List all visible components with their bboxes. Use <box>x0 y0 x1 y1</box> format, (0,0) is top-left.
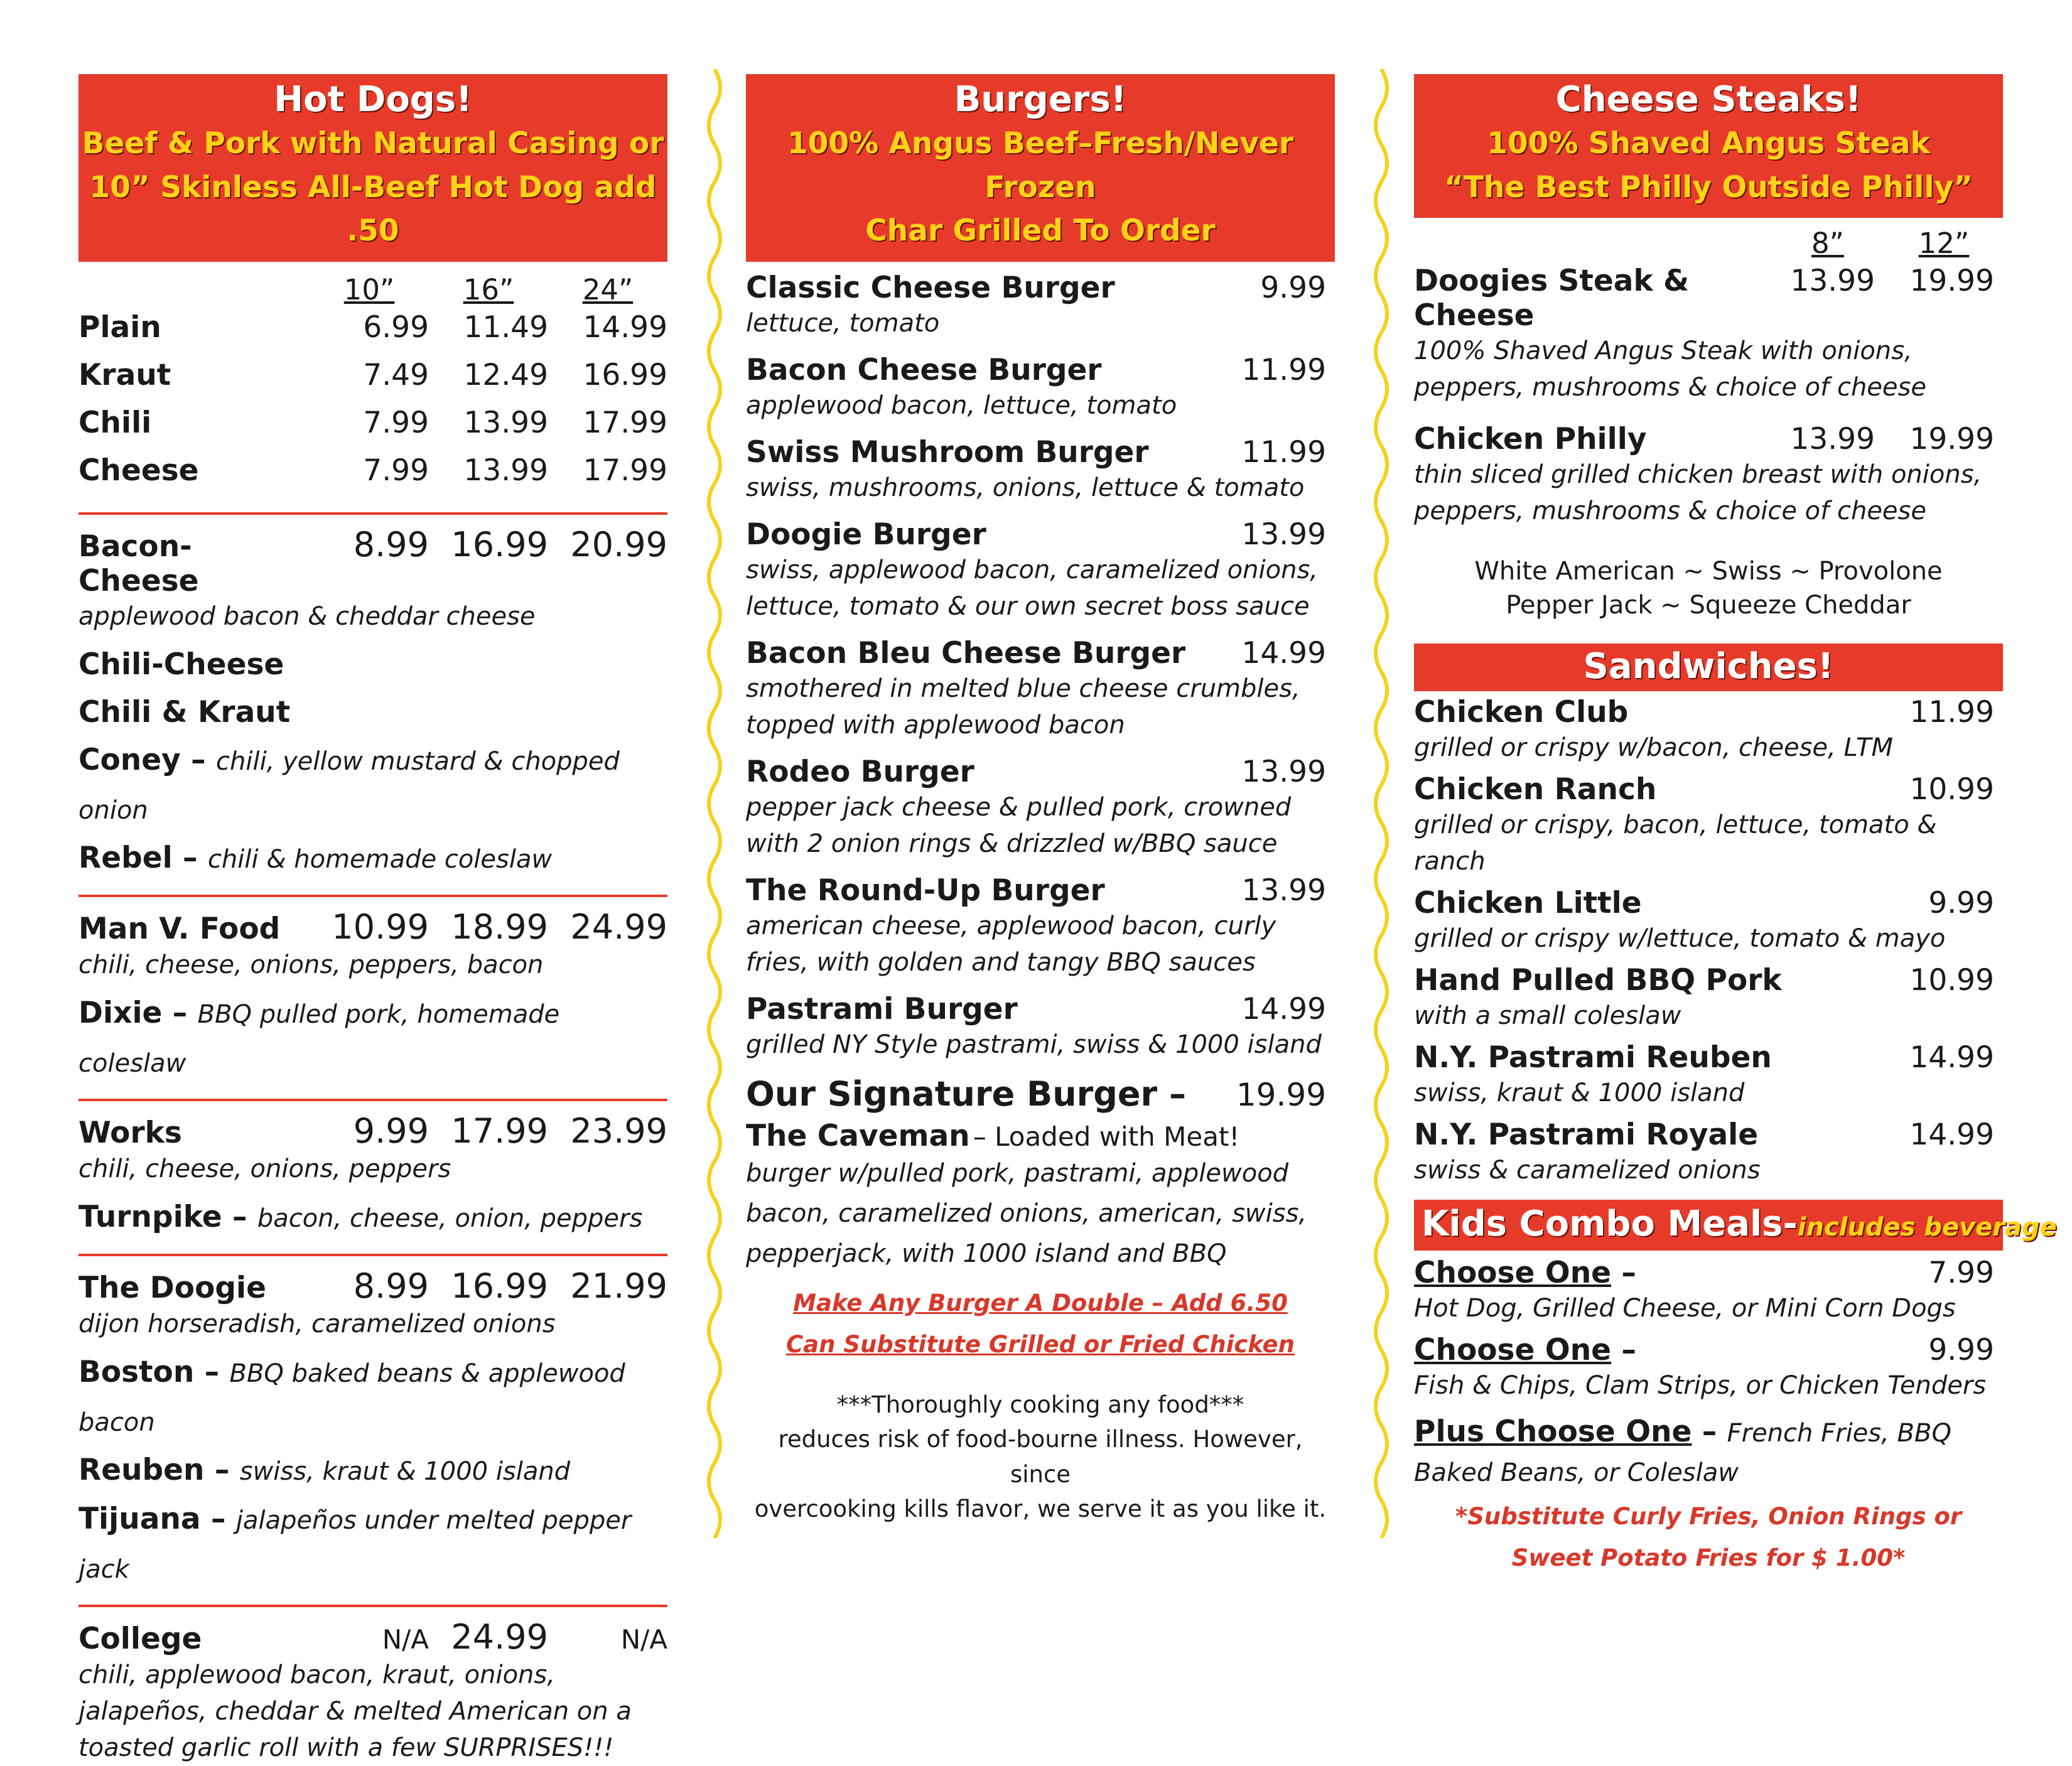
notice-line: ***Thoroughly cooking any food*** <box>836 1391 1244 1418</box>
item-price: 13.99 <box>1241 517 1326 552</box>
menu-item-chicken-ranch <box>1414 772 2003 880</box>
item-price: 11.99 <box>1909 695 1994 730</box>
menu-item-pastrami-burger <box>746 992 1335 1063</box>
sandwich-list <box>1414 695 2003 1188</box>
size-10: 10” <box>343 272 395 306</box>
item-name: Classic Cheese Burger <box>746 270 1115 305</box>
item-price: N/A <box>620 1623 667 1655</box>
item-description: burger w/pulled pork, pastrami, applewood bacon, caramelized onions, american, swiss, pepperjack, with 1000 island and BBQ <box>746 1158 1307 1268</box>
kids-banner <box>1414 1200 2057 1251</box>
size-8: 8” <box>1811 227 1844 261</box>
item-price: 11.99 <box>1241 352 1326 387</box>
item-price: 16.99 <box>451 524 548 564</box>
size-12: 12” <box>1918 227 1970 261</box>
menu-item-dixie <box>78 989 667 1087</box>
menu-item-classic-cheese-burger <box>746 271 1335 342</box>
item-name: Bacon-Cheese <box>78 529 199 598</box>
kids-title: Kids Combo Meals- <box>1422 1203 1798 1245</box>
item-price: 16.99 <box>451 1266 548 1306</box>
item-name: Bacon Bleu Cheese Burger <box>746 635 1186 670</box>
menu-item-works <box>78 1111 667 1151</box>
item-price: 19.99 <box>1909 264 1994 299</box>
menu-item-swiss-mushroom-burger <box>746 435 1335 506</box>
item-price: 9.99 <box>353 1111 429 1151</box>
size-24: 24” <box>582 272 634 306</box>
item-name: The Caveman <box>746 1118 970 1153</box>
hotdogs-column <box>78 74 667 1766</box>
menu-item-chili-cheese <box>78 641 667 689</box>
item-name: Chicken Little <box>1414 886 1642 921</box>
menu-item-college <box>78 1617 667 1657</box>
item-description: swiss, applewood bacon, caramelized onions, lettuce, tomato & our own secret boss sauce <box>746 555 1318 621</box>
item-price: 7.99 <box>1928 1256 1994 1291</box>
item-price: 10.99 <box>1909 963 1994 998</box>
item-price: 16.99 <box>583 357 667 392</box>
divider <box>78 895 667 897</box>
item-name: College <box>78 1621 202 1656</box>
menu-item-round-up-burger <box>746 873 1335 981</box>
item-description: grilled or crispy w/lettuce, tomato & mayo <box>1414 924 1946 954</box>
kids-includes: includes beverage <box>1797 1213 2057 1242</box>
menu-item-turnpike <box>78 1193 667 1242</box>
signature-label: Our Signature Burger – <box>746 1074 1186 1114</box>
notice-line: overcooking kills flavor, we serve it as you like it. <box>754 1495 1327 1523</box>
item-price: 20.99 <box>570 524 667 564</box>
cheesesteaks-subtitle-2: “The Best Philly Outside Philly” <box>1443 170 1973 205</box>
wavy-divider-right <box>1362 69 1400 1538</box>
item-price: 19.99 <box>1909 422 1994 457</box>
item-name: N.Y. Pastrami Reuben <box>1414 1040 1772 1075</box>
item-description: chili & homemade coleslaw <box>207 844 553 874</box>
item-price: 24.99 <box>570 907 667 947</box>
item-description: pepper jack cheese & pulled pork, crowned with 2 onion rings & drizzled w/BBQ sauce <box>746 792 1292 858</box>
item-name: Doogies Steak & Cheese <box>1414 264 1690 333</box>
item-description: chili, applewood bacon, kraut, onions, jalapeños, cheddar & melted American on a toasted garlic roll with a few SURPRISES!!! <box>78 1660 632 1762</box>
item-price: 10.99 <box>1909 772 1994 807</box>
item-description: american cheese, applewood bacon, curly fries, with golden and tangy BBQ sauces <box>746 911 1276 977</box>
menu-item-reuben <box>78 1446 667 1495</box>
item-price: 9.99 <box>1260 270 1326 305</box>
menu-item-rodeo-burger <box>746 755 1335 862</box>
cheesesteaks-subtitle-1: 100% Shaved Angus Steak <box>1487 126 1930 161</box>
hotdog-size-header <box>78 273 667 306</box>
item-price: 8.99 <box>353 524 429 564</box>
menu-item-cheese <box>78 453 667 501</box>
item-name: Rebel – <box>78 840 198 875</box>
item-price: 13.99 <box>1790 264 1875 299</box>
item-name: Plain <box>78 310 161 345</box>
menu-item-chicken-club <box>1414 695 2003 766</box>
item-name: Turnpike – <box>78 1199 247 1234</box>
menu-item-doogies-steak-cheese <box>1414 264 2003 406</box>
item-description: lettuce, tomato <box>746 308 940 338</box>
item-price: 14.99 <box>583 310 667 345</box>
item-description: bacon, cheese, onion, peppers <box>257 1203 643 1233</box>
right-column <box>1414 74 2057 1580</box>
menu-item-ny-pastrami-reuben <box>1414 1040 2003 1111</box>
item-description: French Fries, BBQ Baked Beans, or Coleslaw <box>1414 1419 1951 1487</box>
hotdogs-title: Hot Dogs! <box>274 79 472 120</box>
item-description: grilled NY Style pastrami, swiss & 1000 island <box>746 1030 1322 1059</box>
item-price: 7.99 <box>363 405 429 440</box>
divider <box>78 1099 667 1101</box>
item-price: 13.99 <box>1241 754 1326 789</box>
menu-item-rebel <box>78 834 667 883</box>
item-price: 12.49 <box>463 357 548 392</box>
item-description: Hot Dog, Grilled Cheese, or Mini Corn Dogs <box>1414 1294 1956 1323</box>
item-name: Works <box>78 1115 182 1150</box>
kids-substitute-note: *Substitute Curly Fries, Onion Rings or <box>1455 1502 1962 1530</box>
burgers-column <box>746 74 1335 1527</box>
double-burger-note: Make Any Burger A Double – Add 6.50 <box>793 1289 1288 1316</box>
item-price: 9.99 <box>1928 1333 1994 1368</box>
item-name: Kraut <box>78 357 171 392</box>
dash: – <box>1611 1333 1636 1368</box>
item-description: chili, yellow mustard & chopped onion <box>78 746 620 825</box>
item-price: 13.99 <box>463 453 548 488</box>
item-name: Chili <box>78 405 152 440</box>
kids-plus-choose-one <box>1414 1410 2003 1491</box>
item-description: grilled or crispy w/bacon, cheese, LTM <box>1414 733 1893 763</box>
item-price: 13.99 <box>1241 873 1326 908</box>
size-16: 16” <box>463 272 514 306</box>
item-description: thin sliced grilled chicken breast with onions, peppers, mushrooms & choice of cheese <box>1414 460 1982 526</box>
menu-item-chili <box>78 406 667 453</box>
item-price: 14.99 <box>1909 1040 1994 1075</box>
item-name: Chili & Kraut <box>78 694 291 730</box>
item-price: 6.99 <box>363 310 429 345</box>
item-price: 17.99 <box>583 453 667 488</box>
menu-item-bacon-cheese-burger <box>746 353 1335 424</box>
item-name: Hand Pulled BBQ Pork <box>1414 963 1782 998</box>
menu-item-boston <box>78 1349 667 1446</box>
item-description: swiss, mushrooms, onions, lettuce & tomato <box>746 473 1305 502</box>
item-name: Coney – <box>78 742 206 777</box>
menu-item-bacon-bleu-cheese-burger <box>746 636 1335 743</box>
burgers-banner <box>746 74 1335 262</box>
item-name: Chili-Cheese <box>78 647 284 682</box>
kids-substitute-note: Sweet Potato Fries for $ 1.00* <box>1511 1544 1906 1572</box>
item-price: 9.99 <box>1928 886 1994 921</box>
menu-item-chicken-philly <box>1414 422 2003 529</box>
item-name: Swiss Mushroom Burger <box>746 434 1149 470</box>
notice-line: reduces risk of food-bourne illness. However, since <box>778 1426 1303 1488</box>
item-description: chili, cheese, onions, peppers <box>78 1154 451 1183</box>
item-price: 14.99 <box>1241 635 1326 670</box>
menu-item-kraut <box>78 358 667 406</box>
dash: – <box>1692 1414 1727 1450</box>
item-name: N.Y. Pastrami Royale <box>1414 1117 1759 1153</box>
menu-item-bacon-cheese <box>78 525 667 598</box>
item-price: N/A <box>382 1623 429 1655</box>
menu-item-chicken-little <box>1414 886 2003 957</box>
menu-item-hand-pulled-bbq-pork <box>1414 963 2003 1034</box>
divider <box>78 512 667 515</box>
menu-item-the-doogie <box>78 1266 667 1306</box>
item-name: Boston – <box>78 1354 220 1389</box>
item-name: Choose One <box>1414 1256 1612 1291</box>
item-description: with a small coleslaw <box>1414 1001 1681 1031</box>
item-description: BBQ baked beans & applewood bacon <box>78 1359 625 1437</box>
divider <box>78 1254 667 1256</box>
cheese-line: Pepper Jack ~ Squeeze Cheddar <box>1506 591 1911 620</box>
menu-item-plain <box>78 310 667 358</box>
item-name: Bacon Cheese Burger <box>746 352 1102 387</box>
item-name: The Round-Up Burger <box>746 873 1105 908</box>
menu-item-chili-kraut <box>78 689 667 736</box>
wavy-divider-left <box>696 69 733 1538</box>
item-name: Man V. Food <box>78 911 281 946</box>
item-description: swiss, kraut & 1000 island <box>239 1456 571 1486</box>
hotdogs-subtitle-2: 10” Skinless All-Beef Hot Dog add .50 <box>89 170 657 249</box>
item-price: 17.99 <box>583 405 667 440</box>
food-safety-notice <box>746 1387 1335 1527</box>
divider <box>78 1605 667 1607</box>
dash: – <box>1611 1256 1636 1291</box>
item-name: Pastrami Burger <box>746 991 1018 1026</box>
chicken-substitute-note: Can Substitute Grilled or Fried Chicken <box>785 1331 1295 1359</box>
item-description: dijon horseradish, caramelized onions <box>78 1309 556 1338</box>
item-name: Cheese <box>78 453 199 488</box>
item-price: 13.99 <box>463 405 548 440</box>
item-price: 8.99 <box>353 1266 429 1306</box>
item-price: 14.99 <box>1241 991 1326 1026</box>
item-description: jalapeños under melted pepper jack <box>78 1505 632 1584</box>
item-price: 21.99 <box>570 1266 667 1306</box>
item-description: swiss, kraut & 1000 island <box>1414 1079 1745 1108</box>
item-name: Chicken Ranch <box>1414 772 1657 807</box>
burgers-subtitle-2: Char Grilled To Order <box>865 213 1216 249</box>
hotdogs-banner <box>78 74 667 262</box>
item-name: Chicken Philly <box>1414 422 1647 457</box>
item-name: Chicken Club <box>1414 695 1629 730</box>
cheesesteaks-banner <box>1414 74 2003 218</box>
cheese-choices <box>1414 554 2003 622</box>
item-description: swiss & caramelized onions <box>1414 1156 1761 1185</box>
item-name: Reuben – <box>78 1452 230 1487</box>
item-price: 17.99 <box>451 1111 548 1151</box>
cheese-line: White American ~ Swiss ~ Provolone <box>1474 557 1943 586</box>
item-name: Dixie – <box>78 995 188 1030</box>
signature-tagline: – Loaded with Meat! <box>973 1121 1240 1152</box>
menu-item-coney <box>78 736 667 834</box>
burgers-title: Burgers! <box>954 79 1127 120</box>
signature-burger <box>746 1074 1335 1274</box>
item-price: 14.99 <box>1909 1117 1994 1153</box>
item-name: Plus Choose One <box>1414 1414 1692 1450</box>
sandwiches-title: Sandwiches! <box>1583 646 1834 687</box>
menu-item-doogie-burger <box>746 517 1335 625</box>
hotdogs-subtitle-1: Beef & Pork with Natural Casing or <box>82 126 664 161</box>
item-description: applewood bacon, lettuce, tomato <box>746 390 1177 420</box>
menu-item-tijuana <box>78 1495 667 1593</box>
item-price: 11.99 <box>1241 434 1326 470</box>
item-price: 13.99 <box>1790 422 1875 457</box>
item-price: 23.99 <box>570 1111 667 1151</box>
menu-item-ny-pastrami-royale <box>1414 1117 2003 1188</box>
menu-item-man-v-food <box>78 907 667 947</box>
item-name: The Doogie <box>78 1270 266 1305</box>
kids-choose-one-1 <box>1414 1256 2003 1327</box>
item-name: Rodeo Burger <box>746 754 974 789</box>
kids-choose-one-2 <box>1414 1333 2003 1404</box>
item-price: 19.99 <box>1236 1076 1326 1113</box>
item-name: Tijuana – <box>78 1501 226 1536</box>
item-name: Choose One <box>1414 1333 1612 1368</box>
item-description: smothered in melted blue cheese crumbles, topped with applewood bacon <box>746 674 1300 740</box>
cheesesteak-size-header <box>1414 227 2003 260</box>
item-description: 100% Shaved Angus Steak with onions, peppers, mushrooms & choice of cheese <box>1414 337 1926 402</box>
item-description: chili, cheese, onions, peppers, bacon <box>78 950 544 979</box>
item-description: Fish & Chips, Clam Strips, or Chicken Tenders <box>1414 1371 1987 1401</box>
burgers-subtitle-1: 100% Angus Beef–Fresh/Never Frozen <box>787 126 1294 205</box>
item-description: grilled or crispy, bacon, lettuce, tomato & ranch <box>1414 810 1937 876</box>
sandwiches-banner <box>1414 643 2003 691</box>
item-description: applewood bacon & cheddar cheese <box>78 601 536 631</box>
item-price: 18.99 <box>451 907 548 947</box>
item-name: Doogie Burger <box>746 517 986 552</box>
item-price: 7.49 <box>363 357 429 392</box>
item-price: 11.49 <box>463 310 548 345</box>
cheesesteaks-title: Cheese Steaks! <box>1555 79 1862 120</box>
burger-list <box>746 271 1335 1063</box>
item-description: BBQ pulled pork, homemade coleslaw <box>78 999 560 1078</box>
item-price: 7.99 <box>363 453 429 488</box>
item-price: 10.99 <box>332 907 429 947</box>
item-price: 24.99 <box>451 1617 548 1657</box>
